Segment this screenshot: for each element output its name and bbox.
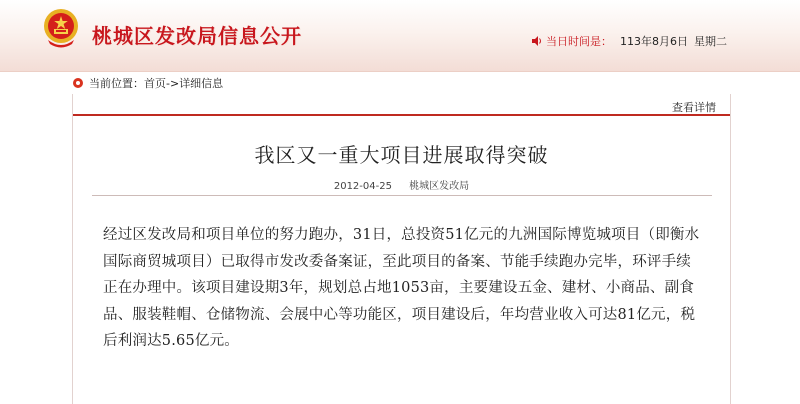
content-panel: [72, 94, 731, 404]
article-meta: [73, 177, 730, 192]
site-header: [0, 0, 800, 72]
article-date: 2012-04-25: [333, 181, 392, 192]
weekday: 星期二: [694, 35, 727, 48]
date-label: 当日时间是：: [546, 35, 612, 48]
location-pin-icon: [72, 77, 84, 89]
title-divider: [92, 195, 712, 196]
article-title: 我区又一重大项目进展取得突破: [254, 143, 549, 167]
article-source: 桃城区发改局: [409, 181, 470, 192]
breadcrumb-home-link[interactable]: 首页: [144, 77, 166, 90]
breadcrumb-current: 详细信息: [179, 77, 224, 90]
breadcrumb-separator: ->: [166, 76, 180, 90]
breadcrumb: [72, 75, 223, 91]
date-value: 113年8月6日: [620, 35, 688, 48]
view-details-link[interactable]: 查看详情: [672, 101, 716, 114]
national-emblem-icon: [42, 6, 80, 50]
article-body: 经过区发改局和项目单位的努力跑办，31日，总投资51亿元的九洲国际博览城项目（即衡水国际商贸城项目）已取得市发改委备案证，至此项目的备案、节能手续跑办完毕，环评手续正在办理中。该项目建设期3年，规划总占地1053亩，主要建设五金、建材、小商品、副食品、服装鞋帽、仓储物流、会展中心等功能区，项目建设后，年均营业收入可达81亿元，税后利润达5.65亿元。: [103, 227, 700, 349]
site-title: 桃城区发改局信息公开: [92, 24, 302, 48]
panel-header-bar: [73, 94, 730, 116]
date-display: [531, 33, 727, 49]
breadcrumb-prefix: 当前位置：: [89, 77, 144, 90]
speaker-icon: [531, 35, 543, 47]
